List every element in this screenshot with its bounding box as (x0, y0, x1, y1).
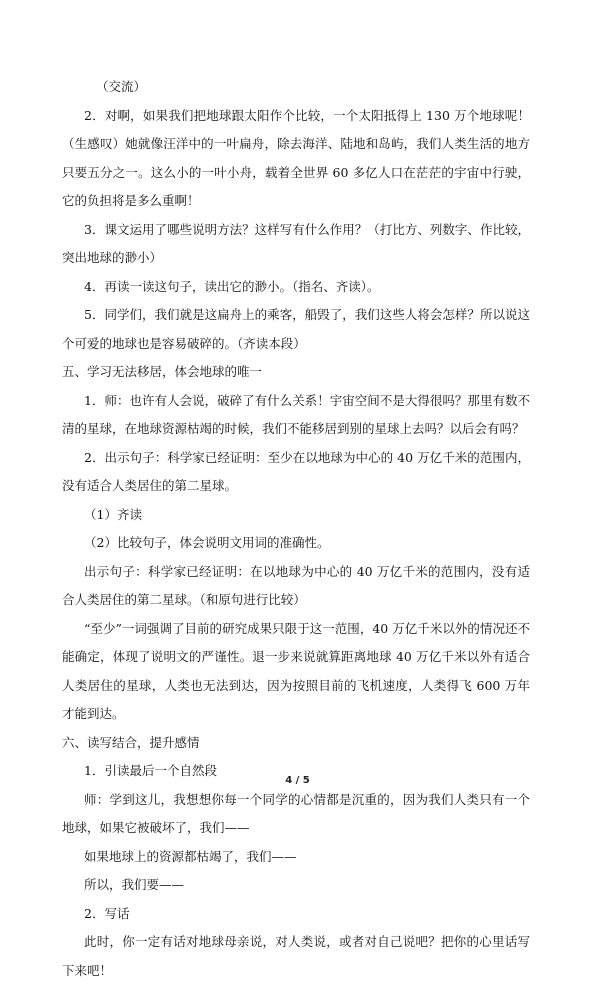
page-number: 4 / 5 (285, 775, 310, 786)
paragraph-reread: 4．再读一读这句子，读出它的渺小。（指名、齐读）。 (84, 278, 380, 294)
paragraph-compare-sentences: （2）比较句子，体会说明文用词的准确性。 (84, 535, 330, 550)
paragraph-teacher-heavy-heart: 师：学到这儿，我想想你每一个同学的心情都是沉重的，因为我们人类只有一个地球，如果它被破坏了，我们—— (62, 791, 530, 835)
paragraph-explanation-methods: 3．课文运用了哪些说明方法？这样写有什么作用？（打比方、列数字、作比较，突出地球的渺小） (62, 221, 530, 265)
paragraph-passengers: 5．同学们，我们就是这扁舟上的乘客，船毁了，我们这些人将会怎样？所以说这个可爱的地球也是容易破碎的。（齐读本段） (62, 307, 530, 351)
paragraph-writing: 2．写话 (84, 905, 130, 921)
paragraph-lead-reading: 1．引读最后一个自然段 (84, 763, 217, 778)
paragraph-write-to-earth: 此时，你一定有话对地球母亲说，对人类说，或者对自己说吧？把你的心里话写下来吧！ (62, 934, 530, 978)
section-heading-five: 五、学习无法移居，体会地球的唯一 (62, 364, 263, 379)
paragraph-show-modified-sentence: 出示句子：科学家已经证明：在以地球为中心的 40 万亿千米的范围内，没有适合人类居住的第二星球。（和原句进行比较） (62, 563, 530, 607)
paragraph-show-sentence: 2．出示句子：科学家已经证明：至少在以地球为中心的 40 万亿千米的范围内，没有适合人类居住的第二星球。 (62, 449, 530, 493)
paragraph-therefore: 所以，我们要—— (84, 877, 185, 892)
document-body (62, 73, 530, 985)
section-heading-six: 六、读写结合，提升感情 (62, 734, 200, 750)
paragraph-teacher-question: 1．师：也许有人会说，破碎了有什么关系！宇宙空间不是大得很吗？那里有数不清的星球，在地球资源枯竭的时候，我们不能移居到别的星球上去吗？以后会有吗？ (62, 392, 530, 436)
paragraph-resources-exhausted: 如果地球上的资源都枯竭了，我们—— (84, 848, 297, 864)
paragraph-exchange: （交流） (96, 79, 147, 94)
paragraph-read-together: （1）齐读 (84, 506, 142, 522)
paragraph-sun-comparison: 2．对啊，如果我们把地球跟太阳作个比较，一个太阳抵得上 130 万个地球呢！（生感叹）她就像汪洋中的一叶扁舟，除去海洋、陆地和岛屿，我们人类生活的地方只要五分之一。这么小的一叶小舟，载着全世界 60 多亿人口在茫茫的宇宙中行驶，它的负担将是多么重啊！ (62, 107, 530, 208)
paragraph-at-least-analysis: “至少”一词强调了目前的研究成果只限于这一范围，40 万亿千米以外的情况还不能确定，体现了说明文的严谨性。退一步来说就算距离地球 40 万亿千米以外有适合人类居住的星球，人类也无法到达，因为按照目前的飞机速度，人类得飞 600 万年才能到达。 (62, 620, 530, 721)
